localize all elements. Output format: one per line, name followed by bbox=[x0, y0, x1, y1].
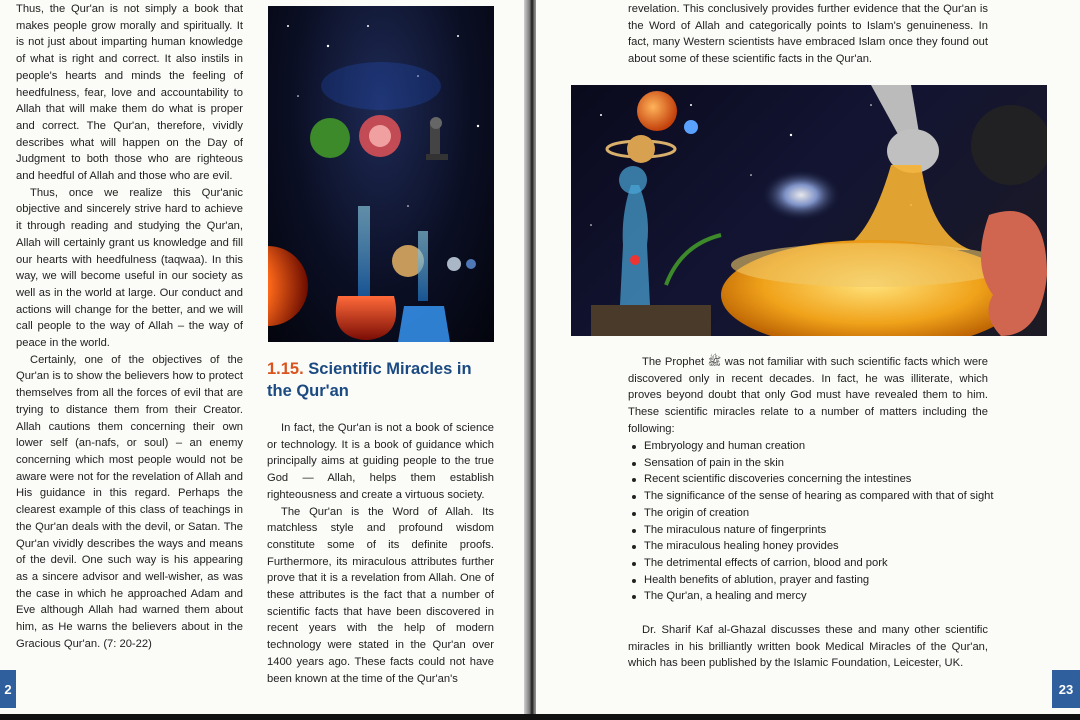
section-title: Scientific Miracles in the Qur'an bbox=[267, 360, 472, 400]
list-item: Health benefits of ablution, prayer and fasting bbox=[628, 572, 1008, 589]
paragraph: Certainly, one of the objectives of the Qur'an is to show the believers how to protect themselves from all the forces of evil that are trying to distance them from their Creator. Allah cautions them concerning their own lower self (an-nafs, or soul) – an enemy concerning which most people would not be aware were not for the revelation of Allah and His guidance in this regard. Perhaps the clearest example of this class of teachings in the Qur'an deals with the devil, or Satan. The Qur'an vividly describes the ways and means of the devil. One such way is his appearing as a sincere advisor and well-wisher, as was the case in which he approached Adam and Eve although Allah had warned them about him, as He warns the believers about in the Gracious Qur'an. (7: 20-22) bbox=[16, 353, 243, 650]
section-heading bbox=[267, 358, 497, 402]
page-bottom-edge bbox=[0, 714, 1080, 720]
list-item: The Qur'an, a healing and mercy bbox=[628, 588, 1008, 605]
page-number-right: 23 bbox=[1052, 670, 1080, 708]
page-number-left: 2 bbox=[0, 670, 16, 708]
list-item: The miraculous nature of fingerprints bbox=[628, 522, 1008, 539]
paragraph: Thus, the Qur'an is not simply a book that makes people grow morally and spiritually. It is not just about imparting human knowledge of what is right and correct. It also instils in people's hearts and minds the feeling of heedfulness, fear, love and accountability to Allah that will make them do what is proper and correct. The Qur'an, therefore, vividly describes what will happen on the Day of Judgment to both those who are righteous and heedful of Allah and those who are evil. bbox=[16, 3, 243, 183]
honey-cosmos-illustration bbox=[571, 85, 1047, 336]
list-item: Recent scientific discoveries concerning the intestines bbox=[628, 471, 1008, 488]
paragraph: The Qur'an is the Word of Allah. Its matchless style and profound wisdom constitute some of its definite proofs. Furthermore, its miraculous attributes further prove that it is a revelation from Allah. One of these attributes is the fact that a number of scientific facts that have been discovered in recent years with the help of modern technology were stated in the Qur'an over 1400 years ago. These facts could not have been known at the time of the Qur'an's bbox=[267, 505, 494, 685]
list-item: The significance of the sense of hearing as compared with that of sight bbox=[628, 488, 1008, 505]
list-item: Sensation of pain in the skin bbox=[628, 455, 1008, 472]
left-column-text bbox=[16, 1, 243, 652]
section-number: 1.15. bbox=[267, 360, 304, 378]
list-item: The detrimental effects of carrion, blood and pork bbox=[628, 555, 1008, 572]
list-item: The origin of creation bbox=[628, 505, 1008, 522]
science-collage-image bbox=[268, 6, 494, 342]
right-page bbox=[536, 0, 1080, 714]
miracles-list bbox=[628, 438, 1008, 605]
left-page bbox=[0, 0, 528, 714]
honey-cosmos-image bbox=[571, 85, 1047, 336]
paragraph: Thus, once we realize this Qur'anic objective and sincerely strive hard to achieve it through reading and studying the Qur'an, Allah will certainly grant us knowledge and fill our hearts with heedfulness (taqwaa). In this way, we will become useful in our society as well as in the world at large. Our conduct and actions will change for the better, and we will call people to the way of Allah – the way of peace in the world. bbox=[16, 186, 243, 350]
paragraph: The Prophet ﷺ was not familiar with such scientific facts which were discovered only in recent decades. In fact, he was illiterate, which proves beyond doubt that only God must have revealed them to him. These scientific miracles relate to a number of matters including the following: bbox=[628, 356, 988, 435]
list-item: Embryology and human creation bbox=[628, 438, 1008, 455]
science-collage-illustration bbox=[268, 6, 494, 342]
paragraph: Dr. Sharif Kaf al-Ghazal discusses these and many other scientific miracles in his brilliantly written book Medical Miracles of the Qur'an, which has been published by the Islamic Foundation, Leicester, UK. bbox=[628, 624, 988, 670]
left-second-column-text bbox=[267, 420, 494, 687]
paragraph: revelation. This conclusively provides further evidence that the Qur'an is the Word of Allah and categorically points to Islam's genuineness. In fact, many Western scientists have embraced Islam once they found out about some of these scientific facts in the Qur'an. bbox=[628, 3, 988, 66]
paragraph: In fact, the Qur'an is not a book of science or technology. It is a book of guidance which principally aims at guiding people to the true God — Allah, helps them establish righteousness and create a virtuous society. bbox=[267, 422, 494, 501]
list-item: The miraculous healing honey provides bbox=[628, 538, 1008, 555]
